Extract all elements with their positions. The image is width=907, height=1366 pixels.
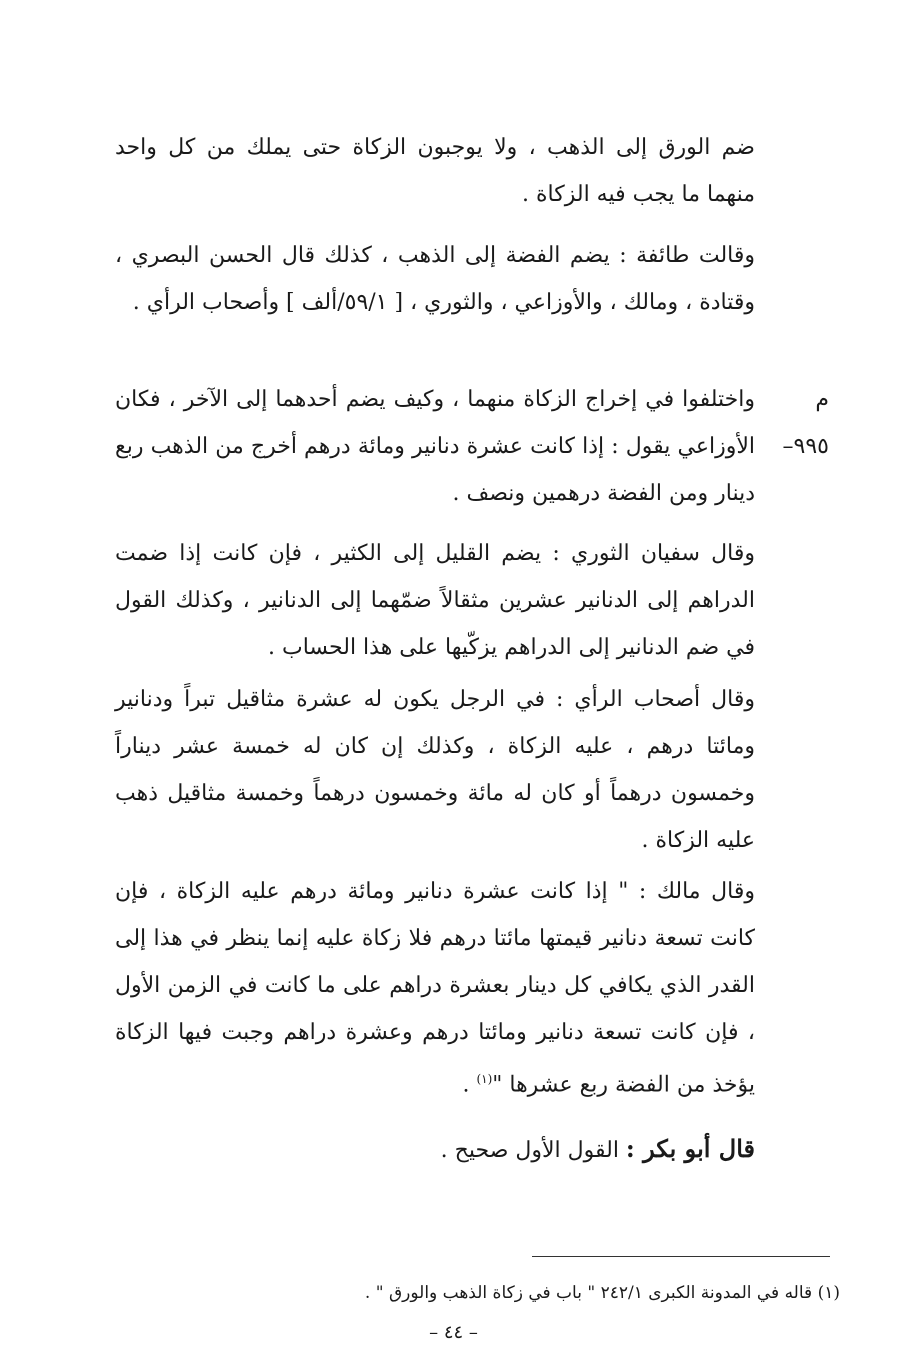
paragraph-5: وقال أصحاب الرأي : في الرجل يكون له عشرة مثاقيل تبراً ودنانير ومائتا درهم ، عليه الزكاة ، وكذلك إن كان له خمسة عشر ديناراً وخمسون درهماً أو كان له مائة وخمسون درهماً وخمسة مثاقيل ذهب عليه الزكاة .	[115, 687, 755, 853]
footnote-divider	[532, 1256, 830, 1257]
conclusion-paragraph	[115, 1125, 755, 1174]
author-lead: قال أبو بكر :	[625, 1134, 755, 1163]
conclusion-text: القول الأول صحيح .	[440, 1138, 626, 1163]
paragraph-1: ضم الورق إلى الذهب ، ولا يوجبون الزكاة حتى يملك من كل واحد منهما ما يجب فيه الزكاة .	[115, 135, 755, 207]
footnote: (١) قاله في المدونة الكبرى ٢٤٢/١ " باب في زكاة الذهب والورق " .	[364, 1283, 840, 1303]
paragraph-6-end: .	[462, 1072, 477, 1098]
footnote-reference: (١)	[476, 1072, 493, 1086]
page-number: – ٤٤ –	[429, 1322, 478, 1343]
paragraph-6	[115, 868, 755, 1108]
issue-number-marker: م ٩٩٥–	[782, 387, 829, 459]
paragraph-2: وقالت طائفة : يضم الفضة إلى الذهب ، كذلك قال الحسن البصري ، وقتادة ، ومالك ، والأوزاعي ، والثوري ، [ ٥٩/١/ألف ] وأصحاب الرأي .	[115, 243, 755, 315]
paragraph-3: واختلفوا في إخراج الزكاة منهما ، وكيف يضم أحدهما إلى الآخر ، فكان الأوزاعي يقول : إذا كانت عشرة دنانير ومائة درهم أخرج من الذهب ربع دينار ومن الفضة درهمين ونصف .	[115, 387, 755, 506]
paragraph-6-text: وقال مالك : " إذا كانت عشرة دنانير ومائة درهم عليه الزكاة ، فإن كانت تسعة دنانير قيمتها مائتا درهم فلا زكاة عليه إنما ينظر في هذا إلى القدر الذي يكافي كل دينار بعشرة دراهم على ما كانت في الزمن الأول ، فإن كانت تسعة دنانير ومائتا درهم وعشرة دراهم وجبت فيها الزكاة يؤخذ من الفضة ربع عشرها "	[115, 879, 755, 1098]
paragraph-4: وقال سفيان الثوري : يضم القليل إلى الكثير ، فإن كانت إذا ضمت الدراهم إلى الدنانير عشرين مثقالاً ضمّهما إلى الدنانير ، وكذلك القول في ضم الدنانير إلى الدراهم يزكّيها على هذا الحساب .	[115, 541, 755, 660]
